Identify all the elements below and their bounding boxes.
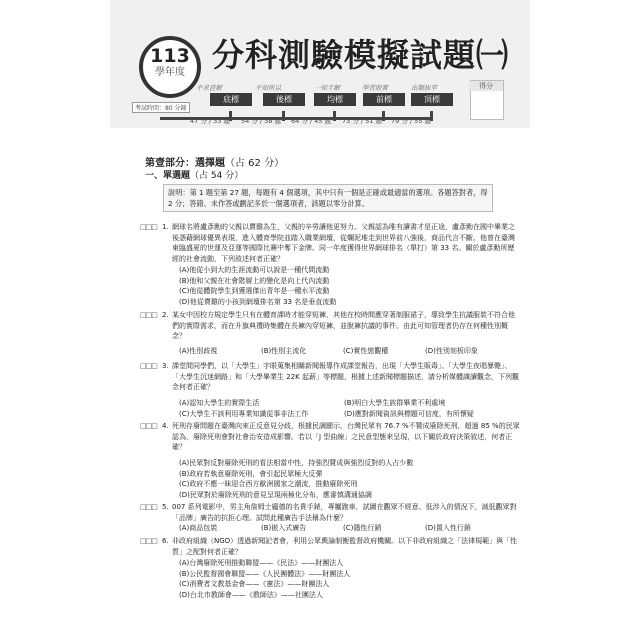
option: (B)公民監督國會聯盟——《人民團體法》——財團法人 [179, 569, 351, 578]
question-number: 6. [162, 537, 169, 545]
question [140, 536, 520, 557]
answer-checkboxes: □□□ [140, 362, 157, 370]
option: (A)民眾對反對廢除死刑的看法相當中性，持強烈贊成與強烈反對的人占少數 [179, 459, 414, 467]
question-number: 5. [162, 503, 169, 511]
option: (A)性別歧視 [179, 347, 218, 355]
question [140, 222, 520, 264]
question-text: 死刑存廢問題在臺灣向來正反意見分歧，根據民調顯示，台灣民眾有 76.7 %不贊成廢除死刑，超過 85 %的民眾認為，廢除死刑會對社會治安造成影響。若以「J 型曲線」之民意型態來呈現，以下關於政府決策敘述，何者正確？ [172, 422, 520, 451]
option: (D)應對新聞資訊與標題可信度，有所懷疑 [344, 409, 474, 418]
level-desc: 不知所以 [255, 84, 281, 92]
year-label: 學年度 [155, 67, 185, 78]
option: (A)認知大學生的實際生活 [179, 399, 260, 407]
question-number: 3. [162, 362, 169, 370]
answer-checkboxes: □□□ [140, 223, 157, 231]
level-desc: 一知半解 [314, 84, 340, 92]
option: (A)商品包裝 [179, 524, 218, 532]
exam-title: 分科測驗模擬試題㈠ [212, 36, 510, 74]
question-options [179, 398, 509, 419]
answer-checkboxes: □□□ [140, 311, 157, 319]
option: (D)台北市教師會——《教師法》——社團法人 [179, 590, 323, 599]
subsection-title: 一、單選題 [145, 171, 191, 181]
subsection-score-note: （占 54 分） [190, 171, 244, 181]
question-number: 2. [162, 311, 169, 319]
answer-checkboxes: □□□ [140, 537, 157, 545]
subsection-heading [145, 168, 243, 181]
score-mark: 54 分 / 38 題 [241, 117, 281, 125]
question-text: 某女中因校方規定學生只有在體育課時才能穿短褲，其他在校時間應穿著制服裙子，導致學生抗議服裝不符合他們的實際需求，而在升旗典禮時集體在長褲內穿短褲，並脫褲抗議的事件。由此可知管理者仍存在何種性別概念？ [172, 311, 515, 340]
question [140, 310, 520, 342]
question-options [179, 523, 509, 534]
option: (A)他從小到大的生涯流動可以說是一種代間流動 [179, 266, 330, 274]
level-top-standard: 頂標 [411, 93, 453, 106]
question-number: 4. [162, 422, 169, 430]
question-options [179, 558, 509, 600]
option: (B)性別主流化 [261, 347, 307, 355]
score-mark: 73 分 / 51 題 [342, 117, 382, 125]
option: (B)他和父親在社會階層上的變化是向上代內流動 [179, 276, 330, 285]
level-desc: 不求甚解 [196, 84, 222, 92]
question-options [179, 265, 509, 307]
score-label: 得分 [469, 81, 503, 91]
option: (D)置入性行銷 [425, 524, 471, 532]
question [140, 502, 520, 523]
option: (D)民眾對於廢除死刑的意見呈現兩極化分布，應審慎溝通協調 [179, 490, 372, 499]
question-text: 007 系列電影中，男主角詹姆士龐德的名貴手錶，專屬跑車，試圖在觀眾不經意、低涉入的情況下，減低觀眾對「品牌」廣告的抗拒心理。試問此種廣告手法稱為什麼？ [172, 503, 517, 522]
section-title: 第壹部分：選擇題 [145, 158, 225, 169]
level-desc: 出類拔萃 [411, 84, 437, 92]
level-tick [282, 111, 285, 121]
option: (C)大學生不該利用專業知識從事非法工作 [179, 409, 309, 418]
level-front-standard: 前標 [363, 93, 405, 106]
level-tick [382, 111, 385, 121]
level-back-standard: 後標 [263, 93, 305, 106]
level-tick [333, 111, 336, 121]
option: (C)政府不應一昧迎合西方歐洲國家之潮流，推動廢除死刑 [179, 480, 358, 488]
school-year-badge [139, 36, 201, 98]
option: (B)政府若執意廢除死刑，會引起民眾極大反彈 [179, 469, 323, 478]
level-average-standard: 均標 [314, 93, 356, 106]
question [140, 421, 520, 453]
option: (D)性別刻板印象 [425, 347, 478, 355]
score-mark: 79 分 / 55 題 [391, 117, 431, 125]
question [140, 361, 520, 393]
level-desc: 學習殷實 [362, 84, 388, 92]
year-number: 113 [150, 45, 190, 67]
score-mark: 64 分 / 45 題 [291, 117, 331, 125]
option: (D)他從賣雞的小孩到網壇排名第 33 名是垂直流動 [179, 297, 337, 306]
score-mark: 47 分 / 33 題 [190, 117, 230, 125]
question-number: 1. [162, 223, 169, 231]
option: (C)他從體院學生到獲選傑出青年是一種水平流動 [179, 287, 330, 295]
level-bottom-standard: 底標 [210, 93, 252, 106]
answer-checkboxes: □□□ [140, 422, 157, 430]
option: (C)隱性行銷 [343, 524, 382, 532]
option: (C)消費者文教基金會——《憲法》——財團法人 [179, 580, 330, 588]
question-options [179, 346, 509, 357]
option: (B)明白大學生族群畢業不利處境 [344, 399, 446, 407]
question-text: 非政府組織（NGO）透過新聞記者會，利用公眾輿論制衡監督政府機關。以下非政府組織之「法律規範」與「性質」之配對何者正確？ [172, 537, 518, 556]
question-options [179, 458, 509, 500]
option: (C)實性戀觀權 [343, 347, 389, 355]
instructions-box: 說明：第 1 題至第 27 題，每題有 4 個選項，其中只有一個是正確或最適當的選項。各題答對者，得 2 分；答錯、未作答或劃記多於一個選項者，該題以零分計算。 [163, 184, 493, 212]
option: (A)台灣廢除死刑推動聯盟——《民法》——財團法人 [179, 559, 344, 567]
option: (B)嵌入式廣告 [261, 524, 307, 532]
question-text: 課堂間同學們，以「大學生」字眼蒐集相關新聞報導作成課堂報告，出現「大學生販毒」、「大學生夜唱暴斃」、「大學生沉迷網路」和「大學畢業生 22K 起薪」等標題，根據上述新聞標題描述，請分析媒體識讀觀念，下列觀念何者正確？ [172, 362, 519, 391]
question-text: 網球名將盧彥勳的父親以賣雞為生，父親的辛勞讓他更努力。父親認為唯有讀書才是正途，盧彥勳在國中畢業之後憑藉網球優異表現，進入體育學院並踏入職業網壇，從爛泥堆走到世界前八強後，商品代言不斷。他曾在臺灣東臨盛夏的世運及亞運等國際比賽中奪下金牌。同一年度獲得世界網球排名（單打）第 33 名。關於盧彥勳所歷經的社會流動，下列敘述何者正確？ [172, 223, 515, 263]
answer-checkboxes: □□□ [140, 503, 157, 511]
section-heading [145, 154, 284, 169]
time-note: 考試時間：80 分鐘 [132, 102, 190, 113]
section-score-note: （占 62 分） [225, 158, 285, 169]
